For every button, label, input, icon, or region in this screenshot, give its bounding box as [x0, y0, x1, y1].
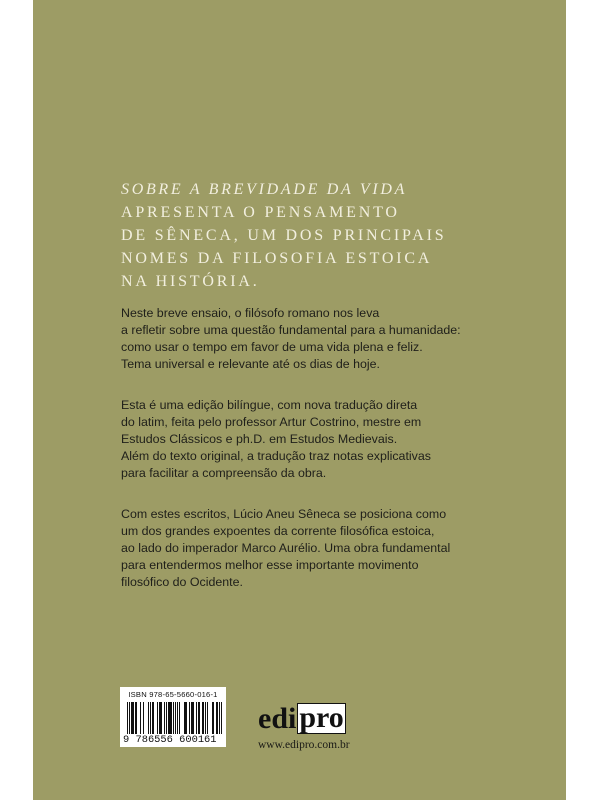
barcode-bar — [219, 702, 220, 734]
barcode-bar — [173, 702, 174, 734]
barcode-bar — [189, 702, 190, 734]
text-line: Com estes escritos, Lúcio Aneu Sêneca se posiciona como — [121, 507, 447, 521]
back-cover-panel — [33, 0, 566, 800]
barcode-bar — [212, 702, 214, 734]
barcode-bar — [191, 702, 194, 734]
text-line: como usar o tempo em favor de uma vida plena e feliz. — [121, 340, 423, 354]
isbn-number: ISBN 978-65-5660-016-1 — [128, 690, 218, 699]
text-line: Estudos Clássicos e ph.D. em Estudos Medievais. — [121, 432, 398, 446]
headline-book-title: SOBRE A BREVIDADE DA VIDA — [121, 181, 408, 198]
barcode-bar — [207, 702, 208, 734]
text-line: filosófico do Ocidente. — [121, 575, 243, 589]
barcode-bar — [127, 702, 128, 734]
barcode-bar — [184, 702, 187, 734]
text-line: a refletir sobre uma questão fundamental para a humanidade: — [121, 323, 461, 337]
barcode-bar — [205, 702, 206, 734]
text-line: ao lado do imperador Marco Aurélio. Uma obra fundamental — [121, 541, 451, 555]
barcode-bar — [157, 702, 158, 734]
headline-line: DE SÊNECA, UM DOS PRINCIPAIS — [121, 227, 447, 244]
text-line: Além do texto original, a tradução traz notas explicativas — [121, 449, 431, 463]
barcode-bar — [135, 702, 137, 734]
synopsis-paragraph-2 — [121, 397, 461, 482]
barcode-bars — [127, 702, 222, 734]
text-line: do latim, feita pelo professor Artur Costrino, mestre em — [121, 415, 422, 429]
barcode-bar — [202, 702, 204, 734]
text-line: Tema universal e relevante até os dias de hoje. — [121, 357, 380, 371]
headline-line: NOMES DA FILOSOFIA ESTOICA — [121, 250, 433, 267]
barcode-bar — [148, 702, 149, 734]
isbn-barcode — [120, 687, 226, 747]
barcode-bar — [129, 702, 130, 734]
barcode-bar — [140, 702, 141, 734]
barcode-bar — [196, 702, 197, 734]
barcode-digits: 9 786556 600161 — [123, 734, 217, 746]
text-line: um dos grandes expoentes da corrente filosófica estoica, — [121, 524, 435, 538]
barcode-bar — [159, 702, 162, 734]
text-line: Esta é uma edição bilíngue, com nova tradução direta — [121, 398, 418, 412]
barcode-bar — [152, 702, 154, 734]
barcode-bar — [166, 702, 167, 734]
headline-line: NA HISTÓRIA. — [121, 273, 260, 290]
synopsis — [121, 305, 461, 615]
barcode-bar — [216, 702, 218, 734]
barcode-bar — [143, 702, 144, 734]
barcode-bar — [179, 702, 180, 734]
barcode-bar — [198, 702, 200, 734]
barcode-bar — [164, 702, 165, 734]
barcode-bar — [131, 702, 134, 734]
logo-text-pro-box: pro — [299, 701, 344, 734]
text-line: Neste breve ensaio, o filósofo romano nos leva — [121, 306, 380, 320]
text-line: para facilitar a compreensão da obra. — [121, 466, 327, 480]
headline-line: APRESENTA O PENSAMENTO — [121, 204, 400, 221]
publisher-url: www.edipro.com.br — [258, 739, 350, 751]
publisher-logo — [258, 703, 346, 737]
barcode-bar — [168, 702, 172, 734]
logo-text-edi: edi — [258, 702, 297, 735]
text-line: para entendermos melhor esse importante movimento — [121, 558, 419, 572]
barcode-bar — [221, 702, 222, 734]
barcode-bar — [175, 702, 176, 734]
headline — [121, 178, 446, 293]
barcode-bar — [150, 702, 151, 734]
barcode-bar — [177, 702, 178, 734]
synopsis-paragraph-1 — [121, 305, 461, 373]
synopsis-paragraph-3 — [121, 506, 461, 591]
